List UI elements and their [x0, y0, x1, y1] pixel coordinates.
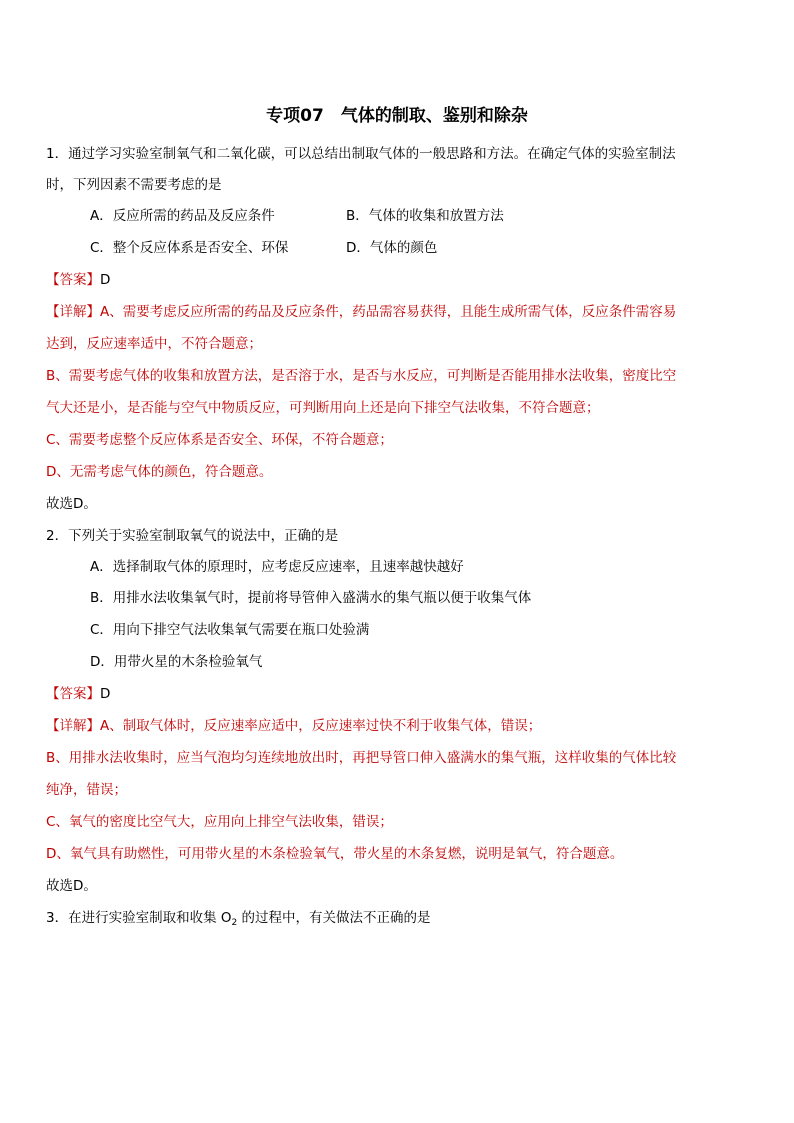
- q1-detail-d: D、无需考虑气体的颜色，符合题意。: [46, 464, 273, 480]
- q2-detail-b-line2: 纯净，错误；: [46, 782, 127, 798]
- q2-detail-a-text: A、制取气体时，反应速率应适中，反应速率过快不利于收集气体，错误；: [100, 718, 542, 734]
- q2-detail-a: [46, 716, 541, 736]
- answer-label: 【答案】: [46, 686, 100, 702]
- q2-answer-value: D: [100, 686, 111, 702]
- detail-label: 【详解】: [46, 718, 100, 734]
- q2-stem: 2．下列关于实验室制取氧气的说法中，正确的是: [46, 528, 339, 544]
- q1-detail-b-line1: B、需要考虑气体的收集和放置方法，是否溶于水，是否与水反应，可判断是否能用排水法收集，密度比空: [46, 368, 677, 384]
- detail-label: 【详解】: [46, 304, 100, 320]
- answer-label: 【答案】: [46, 272, 100, 288]
- q2-detail-c: C、氧气的密度比空气大，应用向上排空气法收集，错误；: [46, 814, 393, 830]
- q3-stem: [46, 908, 431, 928]
- q1-stem-line2: 时，下列因素不需要考虑的是: [46, 177, 222, 193]
- q3-stem-subscript: 2: [231, 918, 238, 928]
- q1-detail-a-line1: [46, 302, 676, 322]
- q2-conclusion: 故选D。: [46, 878, 97, 894]
- q1-option-a: A．反应所需的药品及反应条件: [90, 208, 275, 224]
- q1-detail-a-line2: 达到，反应速率适中，不符合题意；: [46, 336, 262, 352]
- q2-option-b: B．用排水法收集氧气时，提前将导管伸入盛满水的集气瓶以便于收集气体: [90, 590, 532, 606]
- page-title: 专项07 气体的制取、鉴别和除杂: [266, 106, 528, 126]
- q1-conclusion: 故选D。: [46, 496, 97, 512]
- q1-stem-line1: 1．通过学习实验室制氧气和二氧化碳，可以总结出制取气体的一般思路和方法。在确定气体的实验室制法: [46, 146, 676, 162]
- q2-detail-d: D、氧气具有助燃性，可用带火星的木条检验氧气，带火星的木条复燃，说明是氧气，符合题意。: [46, 846, 624, 862]
- q1-detail-a-text: A、需要考虑反应所需的药品及反应条件，药品需容易获得，且能生成所需气体，反应条件需容易: [100, 304, 677, 320]
- q2-answer: [46, 684, 110, 704]
- q1-option-d: D．气体的颜色: [346, 240, 438, 256]
- q1-detail-c: C、需要考虑整个反应体系是否安全、环保，不符合题意；: [46, 432, 393, 448]
- q2-detail-b-line1: B、用排水法收集时，应当气泡均匀连续地放出时，再把导管口伸入盛满水的集气瓶，这样收集的气体比较: [46, 750, 677, 766]
- q1-detail-b-line2: 气大还是小，是否能与空气中物质反应，可判断用向上还是向下排空气法收集，不符合题意；: [46, 400, 600, 416]
- q1-answer: [46, 270, 110, 290]
- q1-option-c: C．整个反应体系是否安全、环保: [90, 240, 289, 256]
- q1-option-b: B．气体的收集和放置方法: [346, 208, 504, 224]
- q1-answer-value: D: [100, 272, 111, 288]
- q3-stem-before: 3．在进行实验室制取和收集 O: [46, 910, 232, 926]
- q2-option-d: D．用带火星的木条检验氧气: [90, 654, 263, 670]
- q3-stem-after: 的过程中，有关做法不正确的是: [237, 910, 431, 926]
- q2-option-a: A．选择制取气体的原理时，应考虑反应速率，且速率越快越好: [90, 559, 464, 575]
- q2-option-c: C．用向下排空气法收集氧气需要在瓶口处验满: [90, 622, 370, 638]
